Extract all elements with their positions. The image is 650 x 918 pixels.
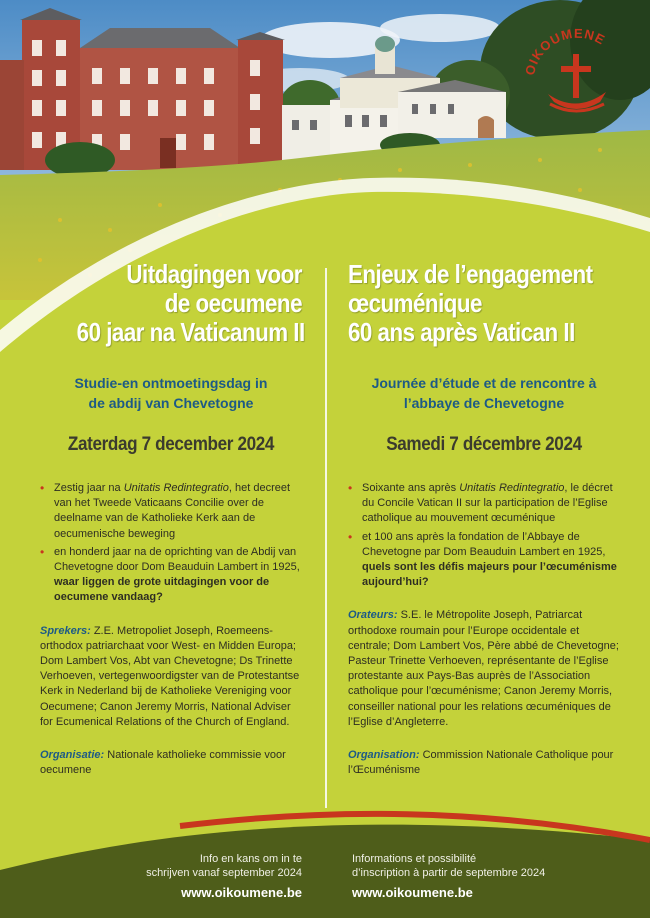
website-link[interactable]: www.oikoumene.be [181,885,302,900]
bullet-text: , le décret du Concile Vatican II sur la participation de l’Eglise catholique au mouvement œcuménique [362,482,613,525]
bullet-icon: • [40,544,45,559]
nl-subtitle-line: Studie-en ontmoetingsdag in [74,375,268,391]
organisation-label: Organisatie: [40,749,105,762]
nl-subtitle [40,373,302,413]
speakers-label: Sprekers: [40,624,91,637]
nl-title-line: Uitdagingen voor [126,259,302,289]
nl-title-line: de oecumene [164,288,302,318]
bullet-question: quels sont les défis majeurs pour l’œcuménisme aujourd’hui? [362,561,617,589]
fr-subtitle-line: l’abbaye de Chevetogne [403,395,565,411]
speakers-text: S.E. le Métropolite Joseph, Patriarcat orthodoxe roumain pour l’Europe occidentale et centrale; Dom Lambert Vos, Père abbé de Chevetogne; Pasteur Trinette Verhoeven, représentante de l’Eglise protestante aux Pays-Bas auprès de l’Association catholique pour l’œcuménisme; Canon Jeremy Morris, conseiller national pour les relations œcuméniques de l’Eglise d’Angleterre. [348,609,619,728]
nl-title [76,259,305,347]
list-item [40,481,302,542]
bullet-text: Zestig jaar na [54,482,124,494]
organisation-text: Nationale katholieke commissie voor oecumene [40,749,286,777]
nl-organisation [40,748,302,778]
nl-speakers [40,624,302,730]
speakers-label: Orateurs: [348,609,398,622]
fr-bullet-list [348,481,620,590]
organisation-text: Commission Nationale Catholique pour l’Œcuménisme [348,749,614,777]
fr-date: Samedi 7 décembre 2024 [386,434,582,455]
bullet-icon: • [40,481,45,495]
dutch-column [40,259,305,778]
fr-footer [352,852,612,900]
list-item [348,481,620,527]
website-link[interactable]: www.oikoumene.be [352,885,473,900]
fr-footer-line: Informations et possibilité [352,853,477,865]
list-item [40,545,302,606]
french-column [348,260,620,778]
fr-title [348,259,593,347]
speakers-text: Z.E. Metropoliet Joseph, Roemeens-orthodox patriarchaat voor West- en Midden Europa; Dom Lambert Vos, Abt van Chevetogne; Ds Trinette Verhoeven, vertegenwoordigster van de Protestantse Kerk in Nederland bij de Katholieke Vereniging voor Oecumene; Canon Jeremy Morris, National Adviser for Ecumenical Relations of the Church of England. [40,624,300,728]
bullet-text: et 100 ans après la fondation de l’Abbaye de Chevetogne par Dom Beauduin Lambert en 1925, [362,530,606,558]
bullet-icon: • [348,529,353,544]
nl-footer-line: schrijven vanaf september 2024 [146,867,302,879]
cross-boat-icon [520,18,630,118]
organisation-label: Organisation: [348,749,420,762]
nl-date: Zaterdag 7 december 2024 [67,434,275,455]
bullet-text: , het decreet van het Tweede Vaticaans Concilie over de deelname van de Katholieke Kerk aan de oecumenische beweging [54,482,291,540]
fr-title-line: œcuménique [348,288,482,318]
bullet-emphasis: Unitatis Redintegratio [459,482,565,494]
column-divider [325,268,327,808]
fr-subtitle [348,373,620,413]
svg-text:OIKOUMENE: OIKOUMENE [522,25,608,77]
list-item [348,530,620,591]
bullet-icon: • [348,481,353,495]
bullet-text: Soixante ans après [362,482,460,494]
nl-title-line: 60 jaar na Vaticanum II [76,317,305,347]
bullet-text: en honderd jaar na de oprichting van de Abdij van Chevetogne door Dom Beauduin Lambert in 1925, [54,545,300,574]
nl-subtitle-line: de abdij van Chevetogne [88,395,254,411]
fr-title-line: Enjeux de l’engagement [348,259,593,289]
fr-title-line: 60 ans après Vatican II [348,317,575,347]
fr-speakers [348,608,620,730]
fr-subtitle-line: Journée d’étude et de rencontre à [371,375,597,391]
bullet-question: waar liggen de grote uitdagingen voor de oecumene vandaag? [54,576,270,604]
fr-organisation [348,748,620,778]
nl-bullet-list [40,481,302,606]
nl-footer-line: Info en kans om in te [199,853,302,865]
nl-footer [120,852,302,900]
fr-footer-line: d’inscription à partir de septembre 2024 [352,867,546,879]
oikoumene-logo [520,18,630,118]
bullet-emphasis: Unitatis Redintegratio [123,482,229,494]
